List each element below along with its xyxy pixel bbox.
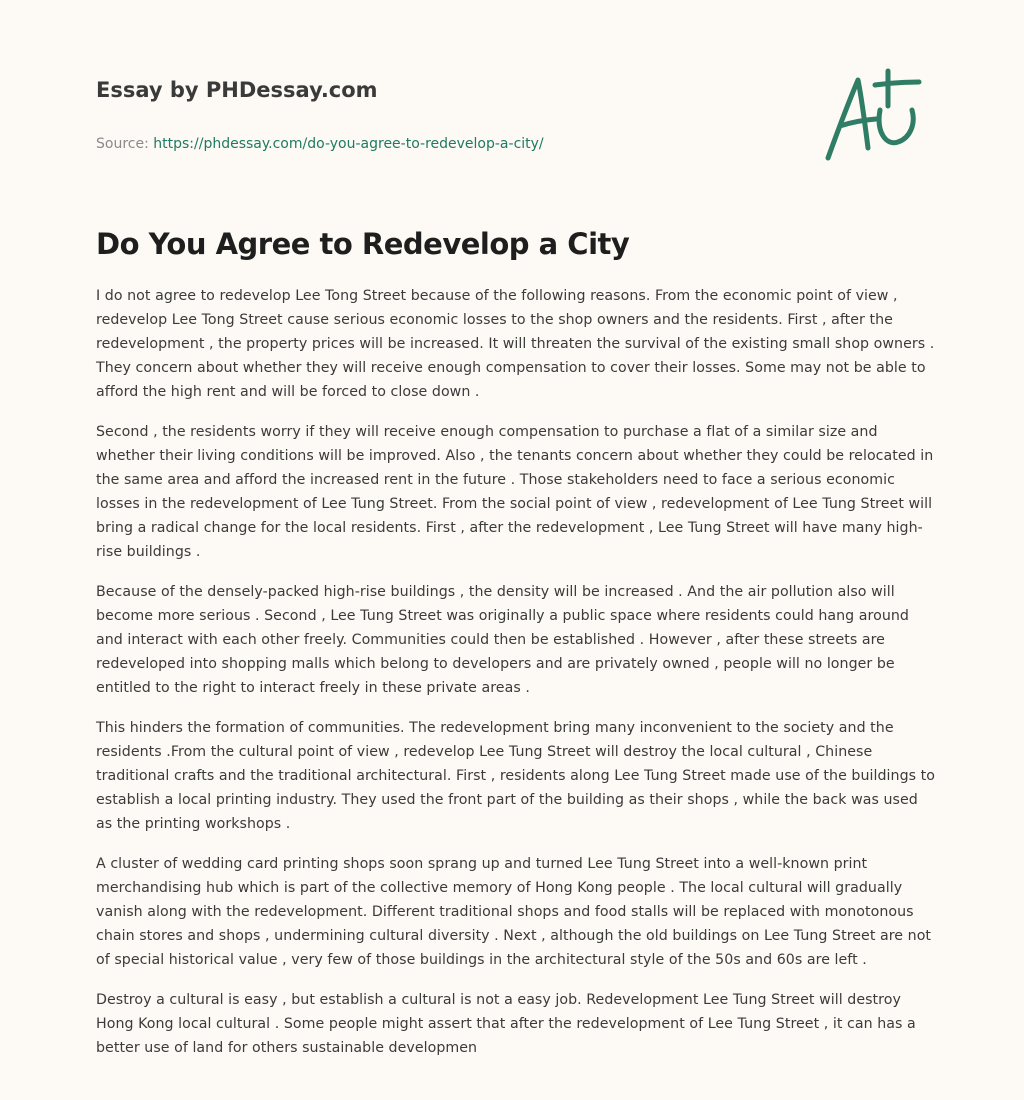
essay-paragraph: Second , the residents worry if they will receive enough compensation to purchase a flat of a similar size and whether their living conditions will be improved. Also , the tenants concern about whether they could be relocated in the same area and afford the increased rent in the future . Those stakeholders need to face a serious economic losses in the redevelopment of Lee Tung Street. From the social point of view , redevelopment of Lee Tung Street will bring a radical change for the local residents. First , after the redevelopment , Lee Tung Street will have many high-rise buildings . [96,424,934,560]
source-line [96,134,796,154]
site-brand: Essay by PHDessay.com [96,78,378,102]
essay-paragraph: Because of the densely-packed high-rise buildings , the density will be increased . And the air pollution also will become more serious . Second , Lee Tung Street was originally a public space where residents could hang around and interact with each other freely. Communities could then be established . However , after these streets are redeveloped into shopping malls which belong to developers and are privately owned , people will no longer be entitled to the right to interact freely in these private areas . [96,584,909,696]
essay-paragraph: A cluster of wedding card printing shops soon sprang up and turned Lee Tung Street into a well-known print merchandising hub which is part of the collective memory of Hong Kong people . The local cultural will gradually vanish along with the redevelopment. Different traditional shops and food stalls will be replaced with monotonous chain stores and shops , undermining cultural diversity . Next , although the old buildings on Lee Tung Street are not of special historical value , very few of those buildings in the architectural style of the 50s and 60s are left . [96,856,932,968]
page-header [96,76,796,154]
a-plus-grade-icon [818,66,930,166]
essay-paragraph: I do not agree to redevelop Lee Tong Street because of the following reasons. From the economic point of view , redevelop Lee Tong Street cause serious economic losses to the shop owners and the residents. First , after the redevelopment , the property prices will be increased. It will threaten the survival of the existing small shop owners . They concern about whether they will receive enough compensation to cover their losses. Some may not be able to afford the high rent and will be forced to close down . [96,288,935,400]
source-label: Source: [96,136,154,152]
essay-paragraph: This hinders the formation of communities. The redevelopment bring many inconvenient to the society and the residents .From the cultural point of view , redevelop Lee Tung Street will destroy the local cultural , Chinese traditional crafts and the traditional architectural. First , residents along Lee Tung Street made use of the buildings to establish a local printing industry. They used the front part of the building as their shops , while the back was used as the printing workshops . [96,720,935,832]
essay-paragraph: Destroy a cultural is easy , but establish a cultural is not a easy job. Redevelopment Lee Tung Street will destroy Hong Kong local cultural . Some people might assert that after the redevelopment of Lee Tung Street , it can has a better use of land for others sustainable developmen [96,992,916,1056]
essay-title: Do You Agree to Redevelop a City [96,227,630,261]
essay-body [96,284,936,1076]
source-link[interactable]: https://phdessay.com/do-you-agree-to-redevelop-a-city/ [153,136,544,152]
